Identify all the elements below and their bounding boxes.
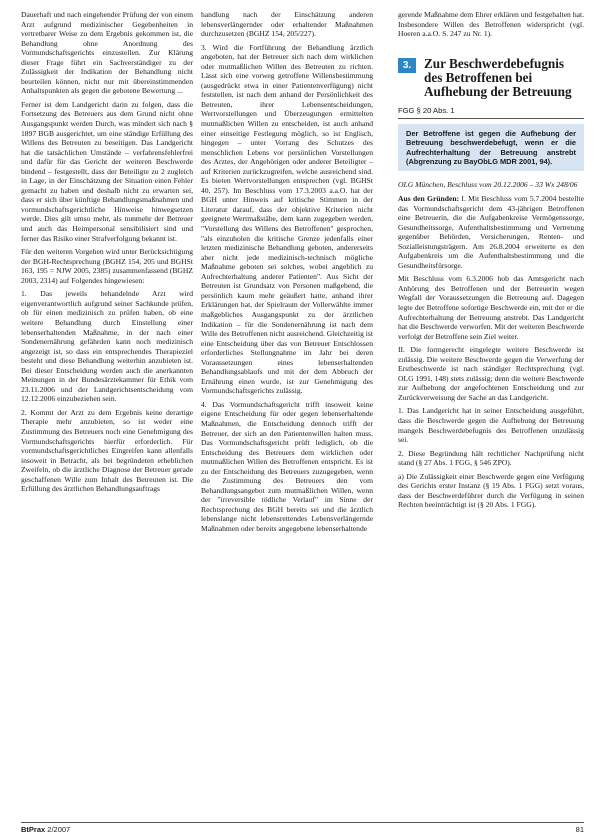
paragraph: Dauerhaft und nach eingehender Prüfung der von einem Arzt aufgrund medizinischer Gegebenheiten in vertretbarer Weise zu dem Ergebnis gekommen ist, die Behandlung ohne Anordnung des Vormundschaftsgerichts einzustellen. Zur Klärung dieser Frage führt ein Sachverständiger zu der Zulässigkeit der Indikation der Behandlung nicht beurteilen können, nicht nur mit übereinstimmenden Anhaltspunkten als gegen die gebotene Bewertung ... (21, 10, 193, 96)
paragraph: Für den weiteren Vorgehen wird unter Berücksichtigung der BGH-Rechtsprechung (BGHZ 154, 205 und BGHSt 163, 195 = NJW 2005, 2385) zusammenfassend (BGHZ 2003, 2314) auf Folgendes hingewiesen: (21, 247, 193, 285)
law-reference: FGG § 20 Abs. 1 (398, 106, 584, 119)
paragraph-text: I. Mit Beschluss vom 5.7.2004 bestellte das Vormundschaftsgericht dem 43-jährigen Betroffenen eine Betreuerin, die die Aufgabenkreise Vermögenssorge, Gesundheitssorge, Aufenthaltsbestimmung und Vertretung gegenüber Behörden, Versicherungen, Renten- und Sozialleistungsträgern. Am 26.8.2004 erweiterte es den Aufgabenkreis um die Aufenthaltsbestimmung und die Gesundheitsfürsorge. (398, 193, 584, 270)
paragraph: a) Die Zulässigkeit einer Beschwerde gegen eine Verfügung des Gerichts erster Instanz (§ 19 Abs. 1 FGG) setzt voraus, dass der Beschwerdeführer durch die Verfügung in seinen Rechten beeinträchtigt ist (§ 20 Abs. 1 FGG). (398, 471, 584, 510)
paragraph: II. Die formgerecht eingelegte weitere Beschwerde ist zulässig. Die weitere Beschwerde gegen die Verwerfung der Erstbeschwerde ist nach ständiger Rechtsprechung (vgl. OLG 1991, 148) stets zulässig; denn die weitere Beschwerde zur Aufhebung der angefochtenen Entscheidung und zur Zurückverweisung der Sache an das Landgericht. (398, 345, 584, 402)
paragraph: 1. Das Landgericht hat in seiner Entscheidung ausgeführt, dass die Beschwerde gegen die Aufhebung der Betreuung mangels Beschwerdebefugnis des Betroffenen unzulässig sei. (398, 406, 584, 445)
text-column-middle (201, 10, 373, 800)
section-number-badge: 3. (398, 58, 416, 73)
journal-issue (21, 825, 70, 834)
paragraph: gerende Maßnahme dem Ehrer erklären und festgehalten hat. Insbesondere Willen des Betroffenen widerspricht (vgl. Hoeren a.a.O. S. 247 zu Nr. 1). (398, 10, 584, 39)
paragraph: 1. Das jeweils behandelnde Arzt wird eigenverantwortlich aufgrund seiner Sachkunde prüfen, ob für einen medizinisch zu prüfen haben, ob eine weitere Behandlung durch Einstellung einer lebenserhaltenden Maßnahme, in der nach einer Sondenernährung gefährden kann noch medizinisch angezeigt ist, so dass ein entsprechendes Therapieziel besteht und diese Behandlung weiterhin anzubieten ist. Bei dieser Entscheidung werden auch die anerkannten Meinungen in der Bundesärztekammer für Ethik vom 23.11.2006 und der Landgerichtsentscheidung vom 12.12.2006 einzubeziehen sein. (21, 289, 193, 404)
paragraph: 3. Wird die Fortführung der Behandlung ärztlich angeboten, hat der Betreuer sich nach dem wirklichen oder mutmaßlichen Willen des Betreuten zu richten. Lässt sich eine vorweg getroffene Willensbestimmung (ausgedrückt etwa in einer Patientenverfügung) nicht feststellen, ist nach dem anhand der Persönlichkeit des Betreuten, ihrer Lebensentscheidungen, Wertvorstellungen und Überzeugungen ermittelten mutmaßlichen Willen zu entscheiden, ist auch anhand einer einseitige Festlegung möglich, so ist Englisch, hingegen – unter Vorrang des Schutzes des menschlichen Lebens vor persönlichen Vorstellungen des Arztes, der Angehörigen oder anderer Beteiligter – auf Kriterien zurückzugreifen, welche ausreichend sind. Es bieten Wertvorstellungen entsprechen (vgl. BGHSt 40, 257). Im Beschluss vom 17.3.2003 a.a.O. hat der BGH unter Hinweis auf kritische Stimmen in der Literatur darauf, dass der objektive Kriterien nicht geeignete Wertmaßstäbe, dem kann zugegeben werden, "Vorstellung des Willens des Betroffenen" gesprochen, "als einzuholen die kritische Grenze jedenfalls einer letzten medizinische Behandlung geboten, andererseits aber nicht jede medizinisch-technisch mögliche Maßnahme geboten sei solches, wobei angeblich zu Aufrechterhaltung anderer Patienten". Aus Sicht der Betreuten ist Grundsatz von Personen maßgebend, die persönlich kaum mehr geäußert hatte, anhand ihrer Erklärungen hat, der Spielraum der Vollerwählte immer maßgebliches Ausgangspunkt zu der ärztlichen Indikation – für die Sondenernährung ist nach dem Wille des Betroffenen nicht ausreichend. Gleichzeitig ist eine Entscheidung über das von Betreuer Entschlossen erforderliches Stellungnahme im Jahr bei deren Voraussetzungen eines lebenserhaltenden Behandlungsablaufs und mit der dem Abbruch der Ernährung einen wurde, ist zur Genehmigung des Vormundschaftsgerichts zulässig. (201, 42, 373, 396)
court-citation: OLG München, Beschluss vom 20.12.2006 – 33 Wx 248/06 (398, 180, 578, 190)
text-column-right (398, 10, 584, 800)
paragraph: 2. Kommt der Arzt zu dem Ergebnis keine derartige Therapie mehr anzubieten, so ist weder eine Zustimmung des Betreuers noch eine Genehmigung des Vormundschaftsgerichts hierfür erforderlich. Für vormundschaftsgerichtliches Eingreifen kann allenfalls insoweit in Betracht, als bei begründeten erheblichen Zweifeln, ob die ärztliche Diagnose der Betreuer gerade geschaffenen Wille zum Inhalt des Betreuten ist. Die Erfüllung des ärztlichen Behandlungsauftrags (21, 407, 193, 494)
page-footer (21, 822, 584, 835)
issue-number: 2/2007 (47, 825, 71, 834)
journal-name: BtPrax (21, 825, 46, 834)
headnote-box: Der Betroffene ist gegen die Aufhebung der Betreuung beschwerdebefugt, wenn er die Aufrechterhaltung der Betreuung anstrebt (Abgrenzung zu BayObLG MDR 2001, 94). (398, 124, 584, 172)
paragraph: 2. Diese Begründung hält rechtlicher Nachprüfung nicht stand (§ 27 Abs. 1 FGG, § 546 ZPO). (398, 448, 584, 468)
section-title: Zur Beschwerdebefugnis des Betroffenen bei Aufhebung der Betreuung (424, 55, 572, 100)
paragraph: Mit Beschluss vom 6.3.2006 hob das Amtsgericht nach Anhörung des Betroffenen und der Betreuerin wegen Wegfall der Voraussetzungen die Betreuung auf. Dagegen legte der Betroffene sofortige Beschwerde ein, mit der er die Aufrechterhaltung der Betreuung anstrebt. Das Landgericht hat die Beschwerde verworfen. Mit der weiteren Beschwerde verfolgt der Betroffene sein Ziel weiter. (398, 274, 584, 341)
reasons-label: Aus den Gründen: (398, 193, 460, 203)
paragraph: 4. Das Vormundschaftsgericht trifft insoweit keine eigene Entscheidung für oder gegen lebenserhaltende Maßnahmen, die Entscheidung dennoch trifft der Betreuer, der sich an den Patientenwillen halten muss. Das Vormundschaftsgericht prüft lediglich, ob die Entscheidung des Betreuers dem wirklichen oder mutmaßlichen Willen des Betroffenen entspricht. Es ist zu der Entscheidung des Betreuers zuzugegeben, wenn die Zustimmung des Betreuers den vom Behandlungsangebot zum mutmaßlichen Willen, wenn der "irreversible tödliche Verlauf" im Sinne der Rechtsprechung des BGH bereits sei und die ärztlich lebenslange nicht lebensrettendes Lebensverlängernde Maßnahmen oder bereits angegebene lebenserhaltende (201, 399, 373, 533)
page-number: 81 (575, 825, 584, 834)
section-heading (398, 57, 584, 100)
text-column-left (21, 10, 193, 800)
paragraph: Ferner ist dem Landgericht darin zu folgen, dass die Fortsetzung des Betreuers aus dem Grund nicht ohne Ausgangspunkt werden Durch, was mindert sich nach § 1897 BGB ausgerichtet, um eine ständige Erfüllung des Willens des Betreuten zu beseitigen. Das Landgericht hat die tatsächlichen Umstände – verfahrensfehlerfrei und dafür für das Gericht der weiteren Beschwerde bindend – festgestellt, dass der Beteiligte zu 2 zugleich in Lage, in der Einschätzung der Situation einen Fehler gemacht zu haben und deshalb nicht zu erwarten sei, dass er sich über künftige Behandlungsmaßnahmen und vormundschaftsgerichtliche Hinweise hinwegsetzen werde. Dies gilt umso mehr, als nunmehr der Betreuer und auch das Heimpersonal sensibilisiert sind und ferner das Risiko einer Strafverfolgung bekannt ist. (21, 99, 193, 243)
paragraph (398, 194, 584, 270)
paragraph: handlung nach der Einschätzung anderen lebensverlängernder oder erhaltender Maßnahmen durchzusetzen (BGHZ 154, 205/227). (201, 10, 373, 39)
